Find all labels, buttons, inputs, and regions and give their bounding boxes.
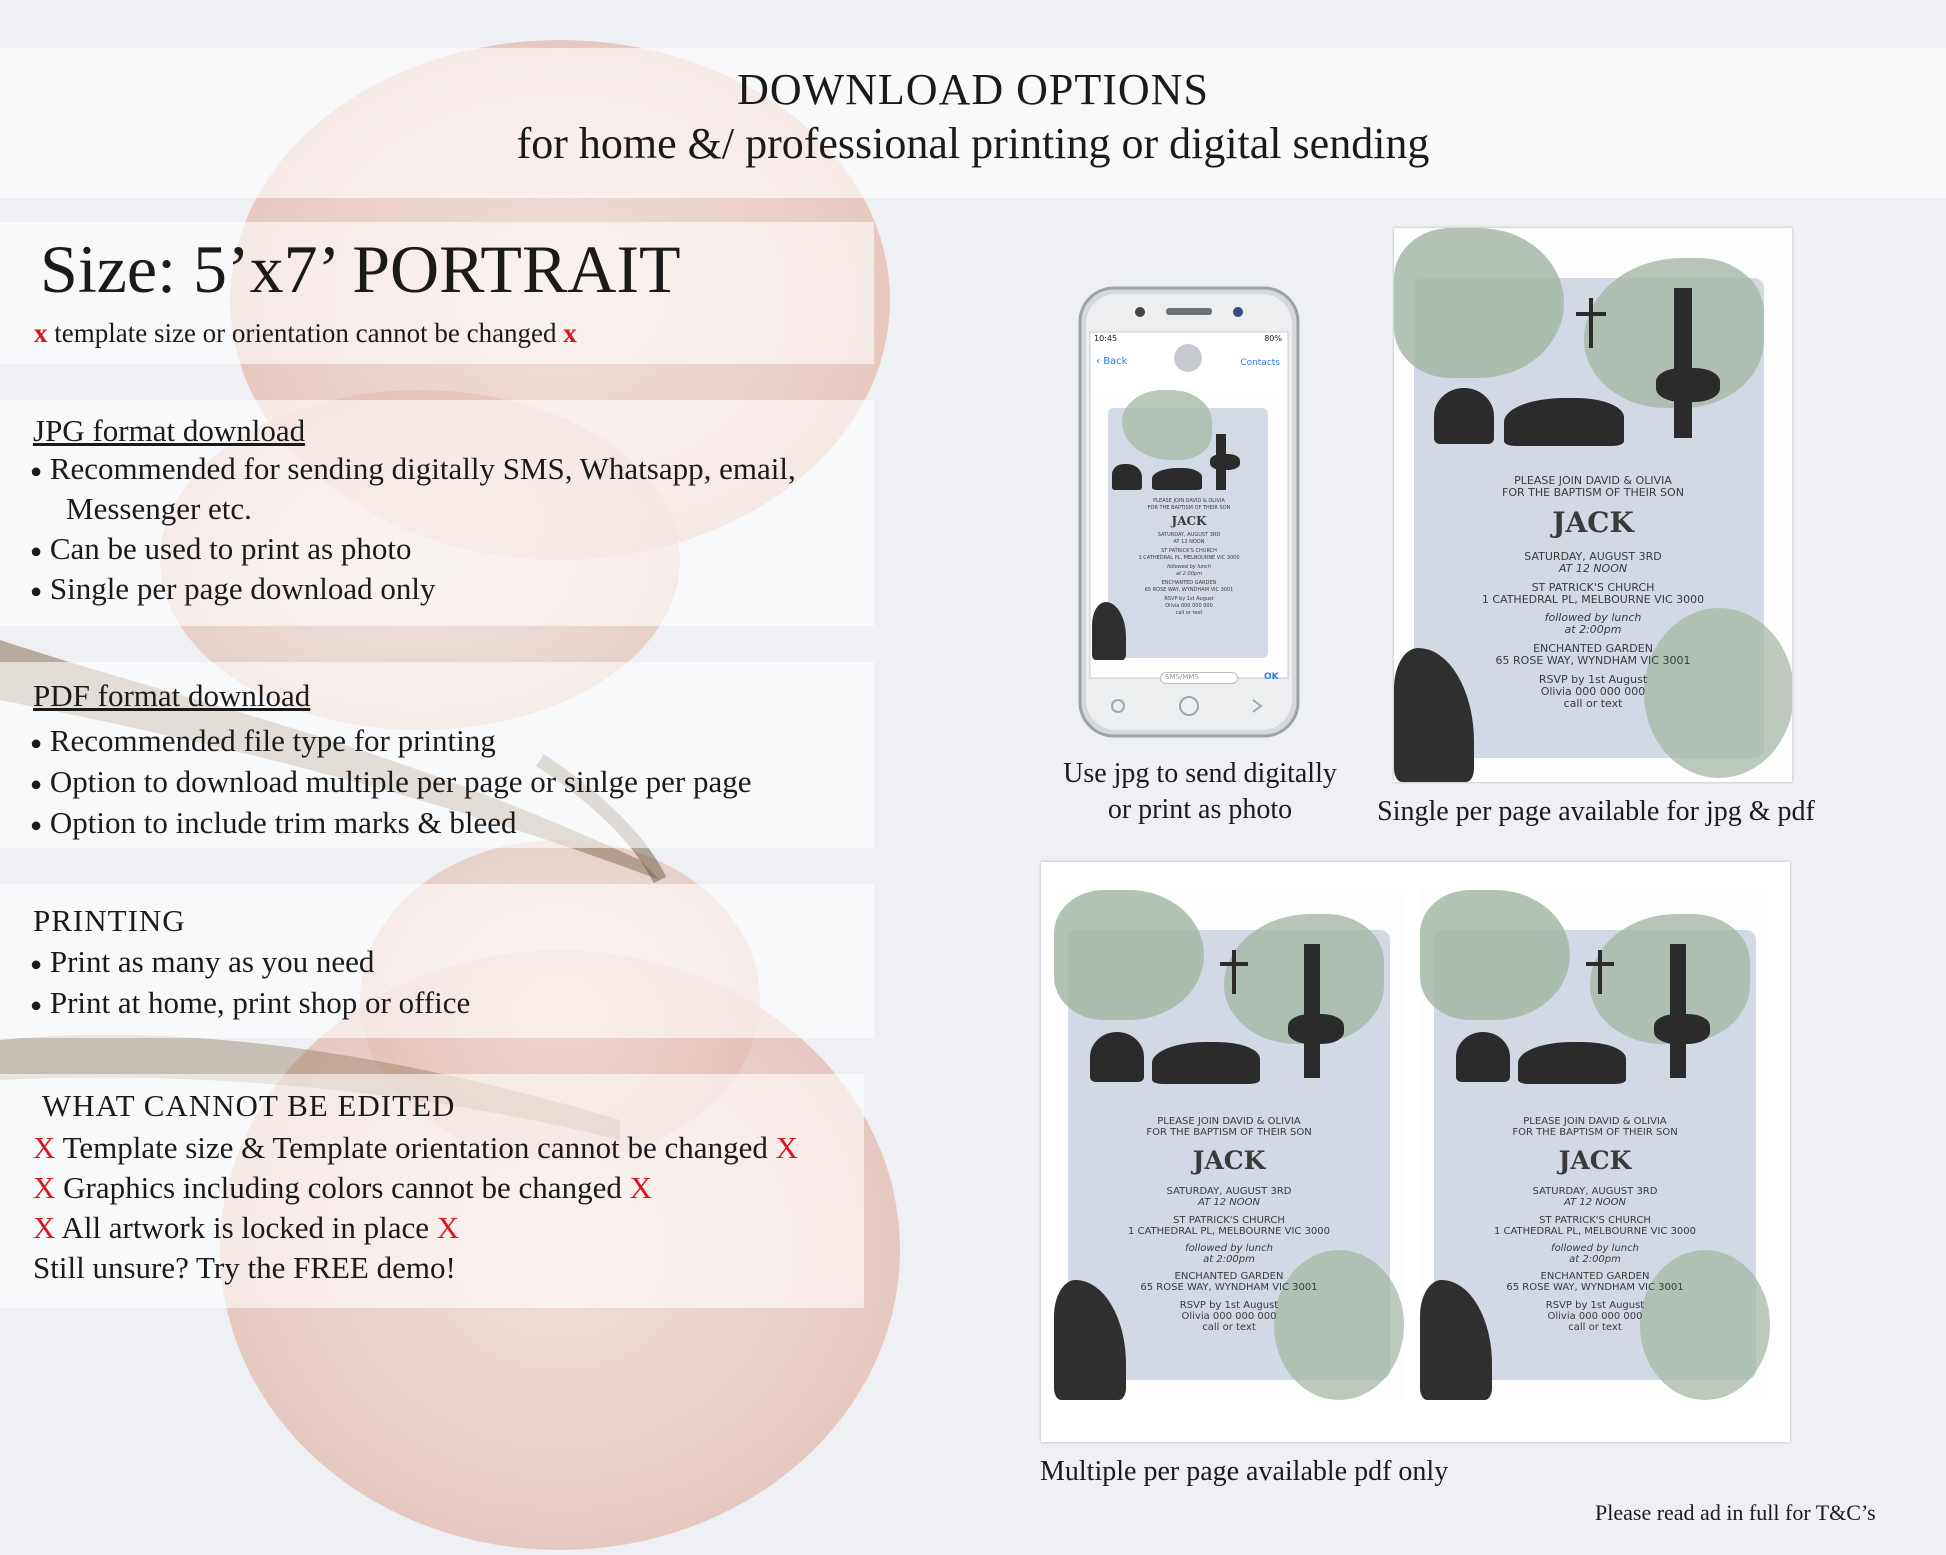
invite-line: ST PATRICK'S CHURCH	[1531, 581, 1655, 594]
pdf-heading: PDF format download	[33, 678, 311, 713]
invite-line: call or text	[1202, 1322, 1256, 1333]
multi-invitation-left	[1054, 890, 1404, 1400]
list-item: ● Recommended for sending digitally SMS, Whatsapp, email,	[30, 451, 796, 486]
invite-line: RSVP by 1st August	[1179, 1300, 1279, 1311]
invite-line: followed by lunch	[1185, 1243, 1273, 1254]
list-item: ● Option to include trim marks & bleed	[30, 805, 517, 840]
message-input[interactable]: SMS/MMS	[1160, 672, 1238, 684]
invite-line: ENCHANTED GARDEN	[1174, 1271, 1284, 1282]
list-item: Messenger etc.	[66, 491, 252, 526]
list-item: X Template size & Template orientation cannot be changed X	[33, 1130, 798, 1165]
status-battery: 80%	[1264, 334, 1282, 343]
gorilla-silhouette	[1434, 388, 1494, 444]
giraffe-silhouette	[1304, 944, 1320, 1078]
size-title: Size: 5’x7’ PORTRAIT	[40, 231, 681, 307]
invite-line: ST PATRICK'S CHURCH	[1539, 1215, 1651, 1226]
lion-silhouette	[1504, 398, 1624, 446]
multiple-caption: Multiple per page available pdf only	[1040, 1456, 1449, 1487]
cannot-edit-heading: WHAT CANNOT BE EDITED	[42, 1088, 456, 1123]
animal-silhouettes	[1112, 430, 1262, 490]
cross-mark: x	[563, 318, 577, 348]
cross-icon	[1232, 950, 1236, 994]
cross-icon	[1598, 950, 1602, 994]
leaf	[1420, 890, 1570, 1020]
invite-line: 1 CATHEDRAL PL, MELBOURNE VIC 3000	[1138, 555, 1240, 561]
single-invitation	[1394, 228, 1792, 782]
lion-silhouette	[1152, 1042, 1260, 1084]
phone-caption: Use jpg to send digitally or print as photo	[1063, 758, 1337, 825]
invite-line: ST PATRICK'S CHURCH	[1161, 548, 1217, 554]
invite-name: JACK	[1171, 514, 1207, 528]
invite-line: SATURDAY, AUGUST 3RD	[1166, 1186, 1292, 1197]
invite-line: SATURDAY, AUGUST 3RD	[1532, 1186, 1658, 1197]
leaf	[1394, 228, 1564, 378]
page-subtitle: for home &/ professional printing or digital sending	[516, 119, 1430, 168]
back-button[interactable]: ‹ Back	[1096, 356, 1128, 367]
invite-line: 1 CATHEDRAL PL, MELBOURNE VIC 3000	[1127, 1226, 1331, 1237]
gorilla-silhouette	[1456, 1032, 1510, 1082]
invite-name: JACK	[1558, 1146, 1632, 1175]
tc-note: Please read ad in full for T&C’s	[1595, 1500, 1876, 1525]
invite-line: at 2:00pm	[1569, 1254, 1621, 1265]
invite-line: ST PATRICK'S CHURCH	[1173, 1215, 1285, 1226]
invite-line: 1 CATHEDRAL PL, MELBOURNE VIC 3000	[1481, 593, 1705, 606]
cross-icon	[1589, 298, 1593, 348]
invite-line: at 2:00pm	[1564, 623, 1622, 636]
invite-line: call or text	[1568, 1322, 1622, 1333]
invite-line: FOR THE BAPTISM OF THEIR SON	[1146, 1127, 1312, 1138]
size-note	[34, 318, 577, 349]
invite-line: SATURDAY, AUGUST 3RD	[1524, 550, 1662, 563]
invite-line: followed by lunch	[1167, 564, 1211, 570]
invite-line: 65 ROSE WAY, WYNDHAM VIC 3001	[1495, 654, 1691, 667]
lion-silhouette	[1518, 1042, 1626, 1084]
list-item: X Graphics including colors cannot be changed X	[33, 1170, 652, 1205]
multi-invitation-right	[1420, 890, 1770, 1400]
invite-line: AT 12 NOON	[1558, 562, 1628, 575]
invite-line: call or text	[1175, 610, 1203, 616]
gorilla-silhouette	[1090, 1032, 1144, 1082]
invite-line: Olivia 000 000 000	[1165, 603, 1213, 609]
invite-line: followed by lunch	[1544, 611, 1642, 624]
invite-line: FOR THE BAPTISM OF THEIR SON	[1502, 486, 1684, 499]
jpg-heading: JPG format download	[33, 413, 306, 448]
send-button[interactable]: OK	[1264, 672, 1279, 682]
invite-line: 65 ROSE WAY, WYNDHAM VIC 3001	[1140, 1282, 1318, 1293]
invite-line: SATURDAY, AUGUST 3RD	[1157, 532, 1221, 538]
invite-line: AT 12 NOON	[1197, 1197, 1260, 1208]
invite-line: RSVP by 1st August	[1538, 673, 1648, 686]
status-time: 10:45	[1094, 334, 1118, 343]
invite-line: PLEASE JOIN DAVID & OLIVIA	[1523, 1116, 1667, 1127]
page-title: DOWNLOAD OPTIONS	[737, 65, 1209, 114]
invite-line: Olivia 000 000 000	[1181, 1311, 1277, 1322]
invite-line: 1 CATHEDRAL PL, MELBOURNE VIC 3000	[1493, 1226, 1697, 1237]
invite-line: RSVP by 1st August	[1164, 596, 1214, 602]
list-item: ● Print at home, print shop or office	[30, 985, 471, 1020]
invite-name: JACK	[1552, 506, 1634, 539]
invite-line: Olivia 000 000 000	[1547, 1311, 1643, 1322]
invite-line: 65 ROSE WAY, WYNDHAM VIC 3001	[1506, 1282, 1684, 1293]
invite-line: AT 12 NOON	[1173, 539, 1205, 545]
invite-line: ENCHANTED GARDEN	[1540, 1271, 1650, 1282]
invite-line: FOR THE BAPTISM OF THEIR SON	[1147, 505, 1231, 511]
demo-note: Still unsure? Try the FREE demo!	[33, 1250, 456, 1285]
invite-line: PLEASE JOIN DAVID & OLIVIA	[1157, 1116, 1301, 1127]
invite-line: RSVP by 1st August	[1545, 1300, 1645, 1311]
invite-line: call or text	[1563, 697, 1623, 710]
giraffe-silhouette	[1674, 288, 1692, 438]
list-item: ● Can be used to print as photo	[30, 531, 412, 566]
size-note-text: template size or orientation cannot be changed	[54, 318, 557, 348]
invite-line: AT 12 NOON	[1563, 1197, 1626, 1208]
phone-mockup	[1078, 286, 1300, 738]
single-caption: Single per page available for jpg & pdf	[1377, 796, 1815, 827]
invite-line: at 2:00pm	[1176, 571, 1202, 577]
invite-line: followed by lunch	[1551, 1243, 1639, 1254]
list-item: ● Recommended file type for printing	[30, 723, 496, 758]
list-item: X All artwork is locked in place X	[33, 1210, 460, 1245]
invite-line: ENCHANTED GARDEN	[1161, 580, 1217, 586]
giraffe-silhouette	[1670, 944, 1686, 1078]
phone-invitation	[1092, 390, 1286, 672]
list-item: ● Single per page download only	[30, 571, 436, 606]
list-item: ● Print as many as you need	[30, 944, 375, 979]
invite-line: PLEASE JOIN DAVID & OLIVIA	[1153, 498, 1225, 504]
invite-line: PLEASE JOIN DAVID & OLIVIA	[1514, 474, 1672, 487]
invite-line: at 2:00pm	[1203, 1254, 1255, 1265]
invite-line: 65 ROSE WAY, WYNDHAM VIC 3001	[1144, 587, 1234, 593]
invite-line: Olivia 000 000 000	[1540, 685, 1646, 698]
leaf	[1054, 890, 1204, 1020]
contacts-button[interactable]: Contacts	[1240, 358, 1280, 368]
cross-mark: x	[34, 318, 48, 348]
invite-name: JACK	[1192, 1146, 1266, 1175]
invite-line: ENCHANTED GARDEN	[1533, 642, 1653, 655]
printing-heading: PRINTING	[33, 903, 186, 938]
invite-line: FOR THE BAPTISM OF THEIR SON	[1512, 1127, 1678, 1138]
list-item: ● Option to download multiple per page or sinlge per page	[30, 764, 752, 799]
avatar	[1174, 344, 1202, 372]
